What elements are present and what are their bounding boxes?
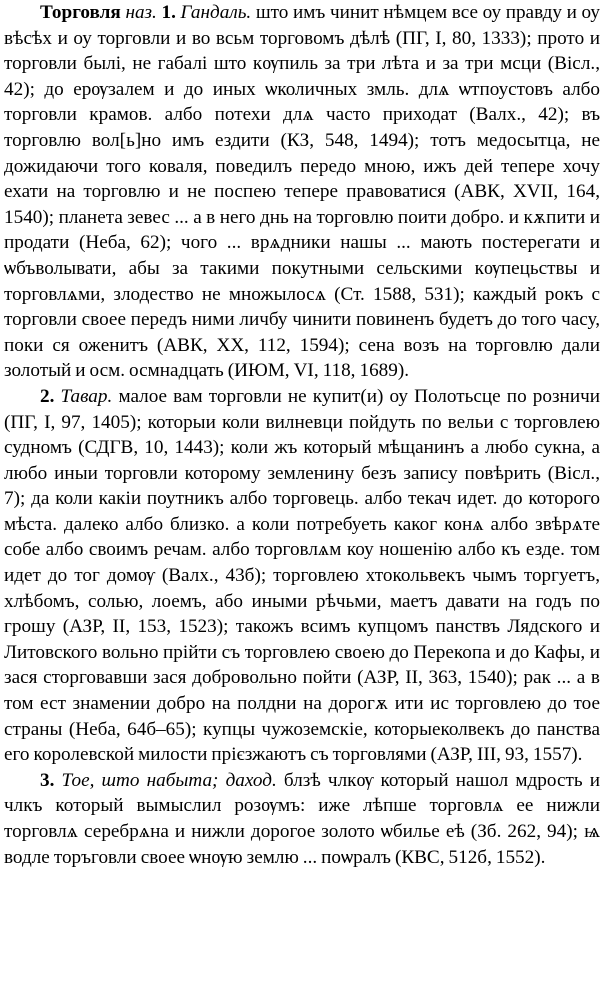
sense-number-2: 2. — [40, 385, 55, 407]
sense-number-1: 1. — [161, 2, 176, 23]
sense-gloss-2: Тавар. — [60, 385, 113, 407]
sense-gloss-1: Гандаль. — [180, 2, 252, 23]
sense-gloss-3: Тое, што набыта; даход. — [61, 769, 277, 791]
part-of-speech: наз. — [125, 2, 157, 23]
entry-sense-1 — [4, 0, 600, 384]
entry-sense-2 — [4, 384, 600, 768]
headword: Торговля — [40, 2, 121, 23]
sense-number-3: 3. — [40, 769, 55, 791]
sense-text-3: блзѣ члкѹ который нашол мдрость и члкъ который вымыслил розѹмъ: иже лѣпше торговлѧ ее нижли торговлѧ серебрѧна и нижли дорогое золото ѡбилье еѣ (Зб. 262, 94); ѩ водле торъговли своее ѡнѹю землю ... поѡралъ (КВС, 512б, 1552). — [4, 769, 601, 868]
entry-sense-3 — [4, 768, 600, 870]
sense-text-2: малое вам торговли не купит(и) оу Полотьсце по розничи (ПГ, I, 97, 1405); которыи коли вилневци пойдуть по вельи с торговлею судномъ (СДГВ, 10, 1443); коли жъ который мѣщанинъ а любо сукна, а любо иныи торговли которому земленину безъ запису повѣрить (Вісл., 7); да коли какіи поутникъ албо торговець. албо текач идет. до которого мѣста. далеко албо близко. а коли потребуеть каког конѧ албо звѣрѧте собе албо своимъ речам. албо торговлѧм коу ношенію албо къ езде. том идет до тог домѹ (Валх., 43б); торговлею хтокольвекъ чымъ торгуетъ, хлѣбомъ, солью, лоемъ, або иными рѣчьми, маетъ давати на годъ по грошу (АЗР, II, 153, 1523); такожъ всимъ купцомъ панствъ Лядского и Литовского вольно прійти съ торговлею своею до Перекопа и до Кафы, и зася сторговавши зася добровольно пойти (АЗР, II, 363, 1540); рак ... а в том ест знамении добро на полдни на дорогѫ ити ис торговлею до тое страны (Неба, 64б–65); купцы чужоземскіе, которыеколвекъ до панства его королевской милости прієзжаютъ съ торговлями (АЗР, III, 93, 1557). — [4, 385, 601, 766]
sense-text-1: што имъ чинит нѣмцем все оу правду и оу вѣсѣх и оу торговли и во всьм торговомъ дѣлѣ (ПГ, I, 80, 1333); прото и торговли былі, не габалі што кѹпиль за три лѣта и за три мсци (Вісл., 42); до ерѹзалем и до иных ѡколичных змль. длѧ ѡтпоустовъ албо торговли крамов. албо потехи длѧ часто приходат (Валх., 42); въ торговлю вол[ь]но имъ ездити (КЗ, 548, 1494); тотъ медосытца, не дожидаючи того коваля, поведилъ передо мною, ижъ дей тепере хочу ехати на торговлю и не поспею тепере правоватися (АВК, XVII, 164, 1540); планета зевес ... а в него днь на торговлю поити добро. и кѫпити и продати (Неба, 62); чого ... врѧдники нашы ... мають постерегати и ѡбъволывати, абы за такими покутными сельскими кѹпецьствы и торговлѧми, злодество не множылосѧ (Ст. 1588, 531); каждый рокъ с торговли своее передъ ними личбу чинити повиненъ будетъ до того часу, поки ся оженитъ (АВК, XX, 112, 1594); сена возъ на торговлю дали золотый и осм. осмнадцать (ИЮМ, VI, 118, 1689). — [4, 2, 600, 382]
